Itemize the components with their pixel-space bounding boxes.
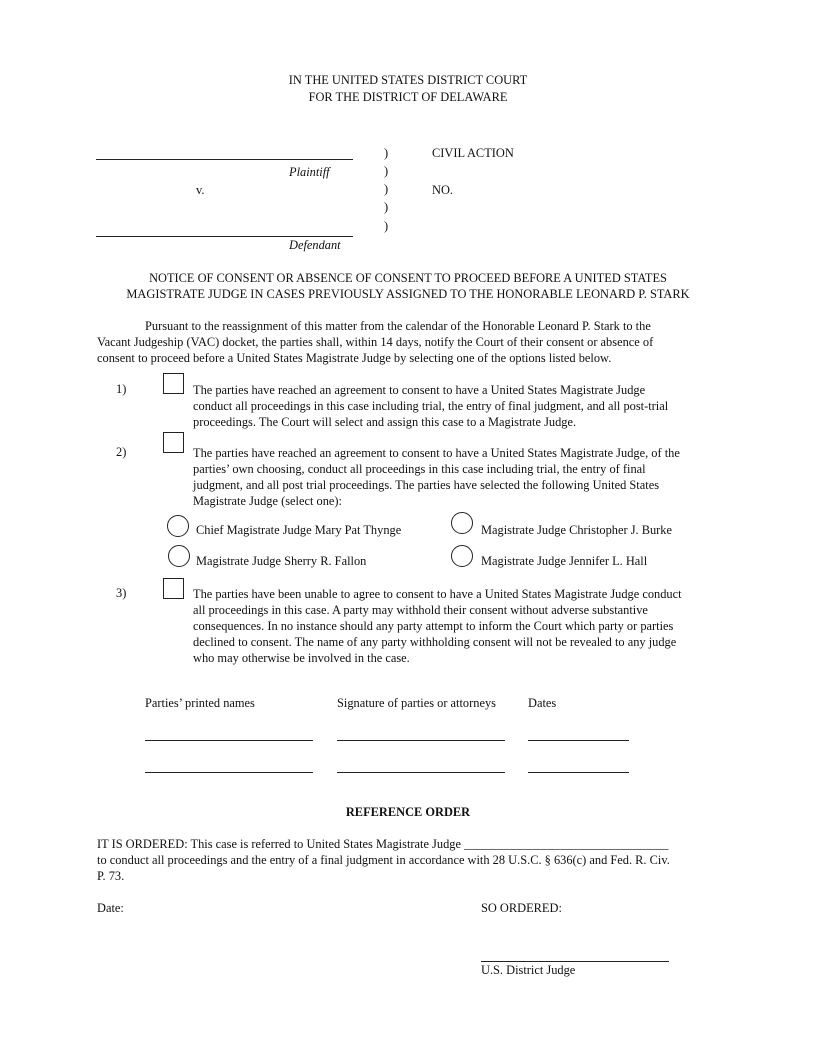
judge-option-thynge: Chief Magistrate Judge Mary Pat Thynge bbox=[196, 523, 402, 537]
plaintiff-name-line[interactable] bbox=[96, 159, 353, 160]
so-ordered-label: SO ORDERED: bbox=[481, 901, 562, 915]
caption-paren: ) bbox=[384, 146, 389, 160]
reference-order-line1: IT IS ORDERED: This case is referred to United States Magistrate Judge _________________________________ bbox=[97, 837, 669, 851]
option-1-text: The parties have reached an agreement to consent to have a United States Magistrate Judge conduct all proceedings in this case including trial, the entry of final judgment, and all post-trial proceedings. The Court will select and assign this case to a Magistrate Judge. bbox=[193, 383, 669, 429]
option-number: 2) bbox=[116, 445, 127, 459]
caption-paren: ) bbox=[384, 164, 389, 178]
judge-radio-burke[interactable] bbox=[451, 512, 473, 534]
date-line[interactable] bbox=[528, 772, 629, 773]
defendant-name-line[interactable] bbox=[96, 236, 353, 237]
court-name-line2: FOR THE DISTRICT OF DELAWARE bbox=[308, 90, 508, 104]
judge-radio-fallon[interactable] bbox=[168, 545, 190, 567]
judge-option-fallon: Magistrate Judge Sherry R. Fallon bbox=[196, 554, 367, 568]
judge-radio-thynge[interactable] bbox=[167, 515, 189, 537]
option-2-text: The parties have reached an agreement to consent to have a United States Magistrate Judge, of the parties’ own choosing, conduct all proceedings in this case including trial, the entry of final judgment, and all post trial proceedings. The parties have selected the following United States Magistrate Judge (select one): bbox=[193, 446, 680, 508]
district-judge-label: U.S. District Judge bbox=[481, 963, 576, 977]
intro-line: consent to proceed before a United States Magistrate Judge by selecting one of the options listed below. bbox=[97, 351, 612, 365]
notice-title-line1: NOTICE OF CONSENT OR ABSENCE OF CONSENT TO PROCEED BEFORE A UNITED STATES bbox=[149, 271, 667, 285]
option-1-checkbox[interactable] bbox=[163, 373, 184, 394]
printed-name-line[interactable] bbox=[145, 772, 313, 773]
option-number: 1) bbox=[116, 382, 127, 396]
option-3-checkbox[interactable] bbox=[163, 578, 184, 599]
reference-order-line3: P. 73. bbox=[97, 869, 125, 883]
dates-header: Dates bbox=[528, 696, 557, 710]
intro-line: Pursuant to the reassignment of this matter from the calendar of the Honorable Leonard P. Stark to the bbox=[145, 319, 651, 333]
reference-order-title: REFERENCE ORDER bbox=[345, 805, 471, 819]
date-label: Date: bbox=[97, 901, 124, 915]
judge-option-hall: Magistrate Judge Jennifer L. Hall bbox=[481, 554, 648, 568]
signature-line[interactable] bbox=[337, 740, 505, 741]
civil-action-label: CIVIL ACTION bbox=[432, 146, 514, 160]
option-number: 3) bbox=[116, 586, 127, 600]
intro-line: Vacant Judgeship (VAC) docket, the parties shall, within 14 days, notify the Court of their consent or absence of bbox=[97, 335, 654, 349]
reference-order-line2: to conduct all proceedings and the entry of a final judgment in accordance with 28 U.S.C. § 636(c) and Fed. R. Civ. bbox=[97, 853, 670, 867]
caption-paren: ) bbox=[384, 219, 389, 233]
plaintiff-label: Plaintiff bbox=[289, 165, 330, 179]
signature-line[interactable] bbox=[337, 772, 505, 773]
versus-label: v. bbox=[196, 183, 205, 197]
judge-radio-hall[interactable] bbox=[451, 545, 473, 567]
option-2-checkbox[interactable] bbox=[163, 432, 184, 453]
date-line[interactable] bbox=[528, 740, 629, 741]
judge-option-burke: Magistrate Judge Christopher J. Burke bbox=[481, 523, 672, 537]
printed-name-line[interactable] bbox=[145, 740, 313, 741]
printed-names-header: Parties’ printed names bbox=[145, 696, 255, 710]
caption-paren: ) bbox=[384, 182, 389, 196]
court-name-line1: IN THE UNITED STATES DISTRICT COURT bbox=[288, 73, 528, 87]
caption-paren: ) bbox=[384, 200, 389, 214]
notice-title-line2: MAGISTRATE JUDGE IN CASES PREVIOUSLY ASSIGNED TO THE HONORABLE LEONARD P. STARK bbox=[126, 287, 690, 301]
judge-signature-line[interactable] bbox=[481, 961, 669, 962]
defendant-label: Defendant bbox=[289, 238, 341, 252]
option-3-text: The parties have been unable to agree to consent to have a United States Magistrate Judge conduct all proceedings in this case. A party may withhold their consent without adverse substantive consequences. In no instance should any party attempt to inform the Court which party or parties declined to consent. The name of any party withholding consent will not be revealed to any judge who may otherwise be involved in the case. bbox=[193, 587, 682, 665]
case-number-label: NO. bbox=[432, 183, 453, 197]
signature-header: Signature of parties or attorneys bbox=[337, 696, 496, 710]
